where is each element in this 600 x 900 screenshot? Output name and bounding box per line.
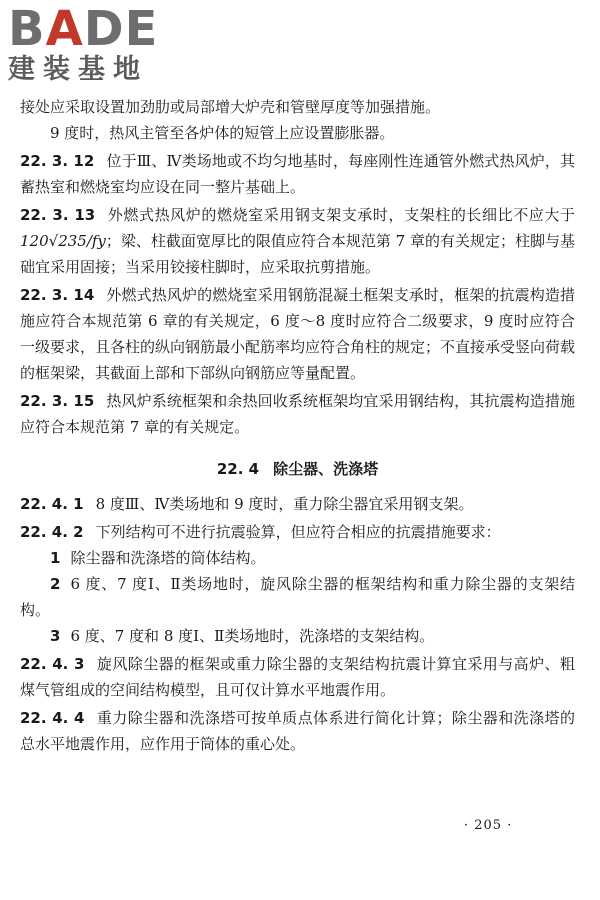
logo-subtitle: 建装基地 <box>8 54 148 85</box>
clause-22-4-1: 22. 4. 1 8 度Ⅲ、Ⅳ类场地和 9 度时，重力除尘器宜采用钢支架。 <box>20 495 474 513</box>
logo-wordmark: BADE <box>8 1 159 57</box>
clause-22-3-14: 22. 3. 14 外燃式热风炉的燃烧室采用钢筋混凝土框架支承时，框架的抗震构造措施应符合本规范第 6 章的有关规定，6 度～8 度时应符合二级要求，9 度时应符合一级要求，且各柱的纵向钢筋最小配筋率均应符合角柱的规定；不直接承受竖向荷载的框架梁，其截面上部和下部纵向钢筋应等量配置。 <box>20 286 576 382</box>
slenderness-formula: 120√235/fy <box>20 232 106 250</box>
list-item: 3 6 度、7 度和 8 度Ⅰ、Ⅱ类场地时，洗涤塔的支架结构。 <box>50 627 435 645</box>
clause-22-3-15: 22. 3. 15 热风炉系统框架和余热回收系统框架均宜采用钢结构，其抗震构造措施应符合本规范第 7 章的有关规定。 <box>20 392 575 436</box>
clause-22-4-4: 22. 4. 4 重力除尘器和洗涤塔可按单质点体系进行简化计算；除尘器和洗涤塔的总水平地震作用，应作用于筒体的重心处。 <box>20 709 575 753</box>
list-item: 1 除尘器和洗涤塔的筒体结构。 <box>50 549 266 567</box>
clause-22-3-12: 22. 3. 12 位于Ⅲ、Ⅳ类场地或不均匀地基时，每座刚性连通管外燃式热风炉，其蓄热室和燃烧室均应设在同一整片基础上。 <box>20 152 575 196</box>
continued-text-line-2: 9 度时，热风主管至各炉体的短管上应设置膨胀器。 <box>50 124 395 142</box>
continued-text-line: 接处应采取设置加劲肋或局部增大炉壳和管壁厚度等加强措施。 <box>20 98 441 116</box>
page-number: · 205 · <box>464 818 513 833</box>
clause-22-4-3: 22. 4. 3 旋风除尘器的框架或重力除尘器的支架结构抗震计算宜采用与高炉、粗煤气管组成的空间结构模型，且可仅计算水平地震作用。 <box>20 655 575 699</box>
clause-22-4-2: 22. 4. 2 下列结构可不进行抗震验算，但应符合相应的抗震措施要求： <box>20 523 501 541</box>
section-heading: 22. 4 除尘器、洗涤塔 <box>216 460 379 478</box>
bade-logo <box>8 1 178 90</box>
clause-22-3-13: 22. 3. 13 外燃式热风炉的燃烧室采用钢支架支承时，支架柱的长细比不应大于 120√235/fy；梁、柱截面宽厚比的限值应符合本规范第 7 章的有关规定；柱脚与基础宜采用固接；当采用铰接柱脚时，应采取抗剪措施。 <box>20 206 575 276</box>
list-item: 2 6 度、7 度Ⅰ、Ⅱ类场地时，旋风除尘器的框架结构和重力除尘器的支架结构。 <box>20 575 575 619</box>
page-body <box>20 94 575 757</box>
